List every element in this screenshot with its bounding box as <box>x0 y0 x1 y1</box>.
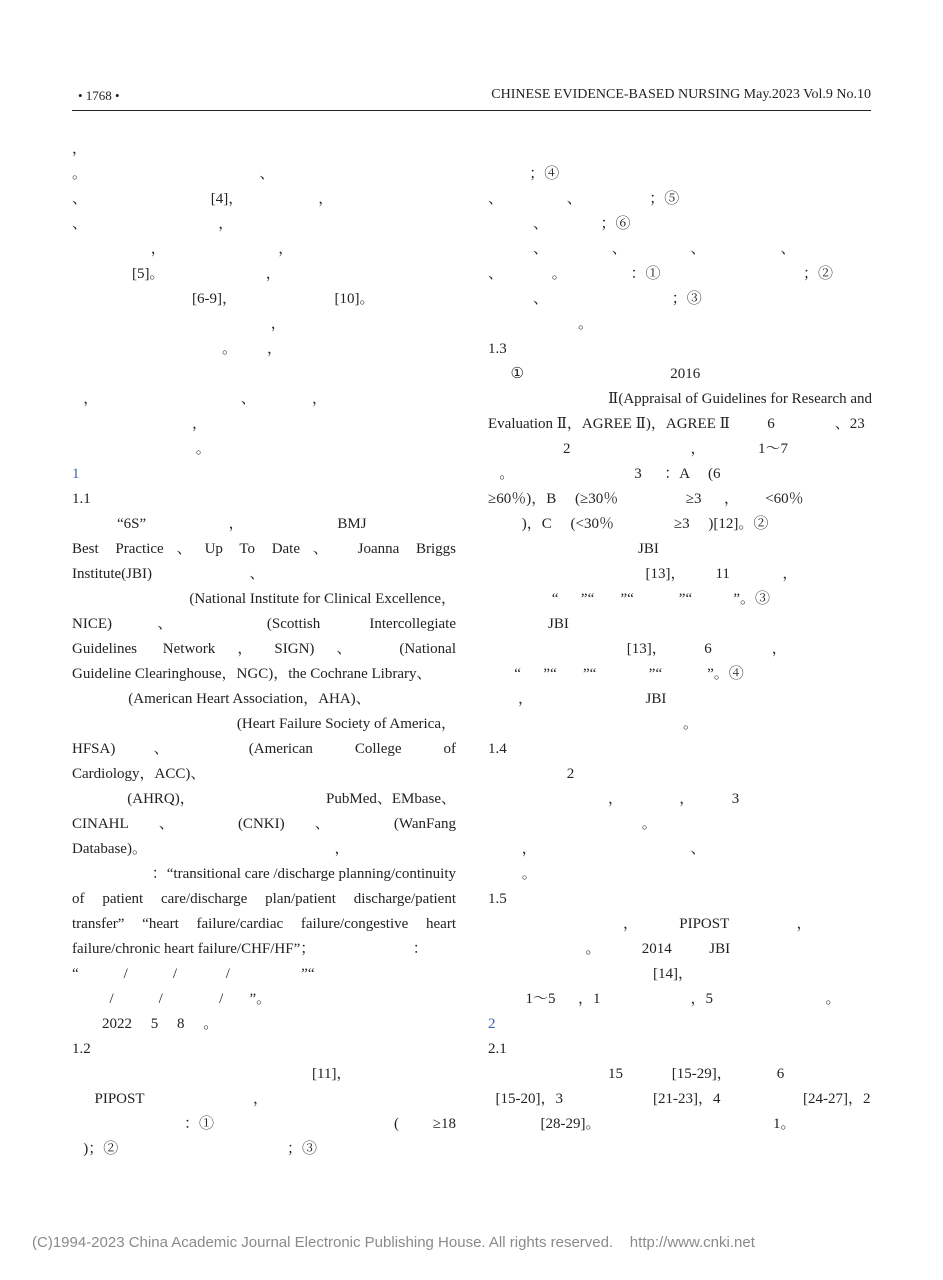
right-column-text-line: ， PIPOST ， <box>488 916 812 932</box>
left-column-text-line: (American Heart Association，AHA)、 <box>72 691 371 707</box>
left-column-text-line: HFSA)、 (American College of <box>72 741 456 757</box>
page-number: • 1768 • <box>78 88 120 103</box>
left-column-text-line: ：“transitional care /discharge planning/continuity <box>110 866 456 882</box>
right-column-text-line: ， ， 3 <box>488 791 740 807</box>
right-column-text-line: 。 <box>488 816 657 832</box>
left-column-text-line: ， <box>72 416 208 432</box>
right-column-text-line: [14]， <box>488 966 693 982</box>
right-column-text-line: 2 <box>488 766 575 782</box>
right-column-text-line: ；④ <box>488 166 560 182</box>
left-column-text-line: ， <box>72 141 88 157</box>
right-column-text-line: 、 ；⑥ <box>488 216 631 232</box>
left-column-text-line: [11]， <box>72 1066 352 1082</box>
copyright-footer: (C)1994-2023 China Academic Journal Electronic Publishing House. All rights reserved. http://www.cnki.net <box>32 1234 755 1251</box>
left-column-text-line: / / / ”。 <box>72 991 272 1007</box>
right-column-text-line: 、 、 、 、 <box>488 241 796 257</box>
left-column-text-line: Institute(JBI) 、 <box>72 566 265 582</box>
left-column-text-line: 、 [4]， ， <box>72 191 334 207</box>
header-rule <box>72 110 871 111</box>
left-column-text-line: 、 ， <box>72 216 234 232</box>
right-column-text-line: ， 、 <box>488 841 706 857</box>
right-column-text-line: 2 <box>488 1016 496 1032</box>
right-column-text-line: 1～5 ，1 ，5 。 <box>488 991 841 1007</box>
right-column-text-line: [28-29]。 1。 <box>488 1116 796 1132</box>
left-column-text-line: 。 <box>72 441 211 457</box>
right-column-text-line: 15 [15-29]， 6 <box>488 1066 785 1082</box>
right-column-text-line: 1.5 <box>488 891 507 907</box>
left-column-text-line: 1 <box>72 466 80 482</box>
right-column-text-line: Evaluation Ⅱ，AGREE Ⅱ)，AGREE Ⅱ 6 、23 <box>488 416 865 432</box>
right-column-text-line: “ ”“ ”“ ”“ ”。④ <box>488 666 744 682</box>
left-column-text-line: ， <box>72 316 286 332</box>
left-column-text-line: [5]。 ， <box>72 266 281 282</box>
right-column-text-line: Ⅱ(Appraisal of Guidelines for Research and <box>536 391 872 407</box>
journal-header: CHINESE EVIDENCE-BASED NURSING May.2023 Vol.9 No.10 <box>491 87 871 102</box>
right-column-text-line: 1.3 <box>488 341 507 357</box>
right-column-text-line: ① 2016 <box>488 366 701 382</box>
right-column-text-line: 。 <box>488 716 699 732</box>
left-column-text-line: 。 ， <box>72 341 283 357</box>
left-column-text-line: (Heart Failure Society of America， <box>154 716 456 732</box>
right-column-text-line: 2 ， 1～7 <box>488 441 789 457</box>
left-column-text-line: [6-9]， [10]。 <box>72 291 375 307</box>
left-column-text-line: transfer” “heart failure/cardiac failure/congestive heart <box>72 916 456 932</box>
right-column-text-line: 、 ；③ <box>488 291 702 307</box>
right-column-text-line: 2.1 <box>488 1041 507 1057</box>
left-column-text-line: 。 、 <box>72 166 275 182</box>
left-column-text-line: )；② ；③ <box>72 1141 317 1157</box>
left-column-text-line: (AHRQ)， PubMed、EMbase、 <box>127 791 456 807</box>
right-column-text-line: JBI <box>488 541 659 557</box>
right-column-text-line: “ ”“ ”“ ”“ ”。③ <box>488 591 771 607</box>
left-column-text-line: “6S” ， BMJ <box>72 516 367 532</box>
left-column-text-line: Best Practice、Up To Date、 Joanna Briggs <box>72 541 456 557</box>
left-column-text-line: ， 、 ， <box>72 391 328 407</box>
left-column-text-line: PIPOST ， <box>72 1091 268 1107</box>
right-column-text-line: 。 <box>488 866 537 882</box>
right-column-text-line: JBI <box>488 616 569 632</box>
left-column-text-line: 1.1 <box>72 491 91 507</box>
right-column-text-line: 。 <box>488 316 594 332</box>
right-column-text-line: 、 。 ：① ；② <box>488 266 834 282</box>
right-column-text-line: 。 2014 JBI <box>488 941 731 957</box>
right-column-text-line: [13]， 6 ， <box>488 641 787 657</box>
left-column-text-line: ， ， <box>72 241 294 257</box>
left-column-text-line: NICE)、 (Scottish Intercollegiate <box>72 616 456 632</box>
right-column-text-line: ≥60％)，B (≥30％ ≥3 ， <60％ <box>488 491 804 507</box>
left-column-text-line: “ / / / ”“ <box>72 966 315 982</box>
right-column-text-line: 、 、 ；⑤ <box>488 191 680 207</box>
right-column-text-line: 1.4 <box>488 741 507 757</box>
left-column-text-line: Guideline Clearinghouse，NGC)，the Cochrane Library、 <box>72 666 432 682</box>
left-column-text-line: (National Institute for Clinical Excellence， <box>133 591 456 607</box>
left-column-text-line: ：① ( ≥18 <box>172 1116 456 1132</box>
left-column-text-line: 1.2 <box>72 1041 91 1057</box>
left-column-text-line: CINAHL、 (CNKI)、 (WanFang <box>72 816 456 832</box>
right-column-text-line: ， JBI <box>488 691 667 707</box>
right-column-text-line: [15-20]，3 [21-23]，4 [24-27]，2 <box>488 1091 871 1107</box>
left-column-text-line: of patient care/discharge plan/patient discharge/patient <box>72 891 456 907</box>
left-column-text-line: failure/chronic heart failure/CHF/HF”； ： <box>72 941 428 957</box>
left-column-text-line: Cardiology，ACC)、 <box>72 766 206 782</box>
right-column-text-line: )，C (<30％ ≥3 )[12]。② <box>488 516 769 532</box>
right-column-text-line: 。 3 ：A (6 <box>488 466 721 482</box>
left-column-text-line: 2022 5 8 。 <box>72 1016 219 1032</box>
right-column-text-line: [13]， 11 ， <box>488 566 798 582</box>
left-column-text-line: Database)。 ， <box>72 841 350 857</box>
left-column-text-line: Guidelines Network，SIGN)、 (National <box>72 641 456 657</box>
